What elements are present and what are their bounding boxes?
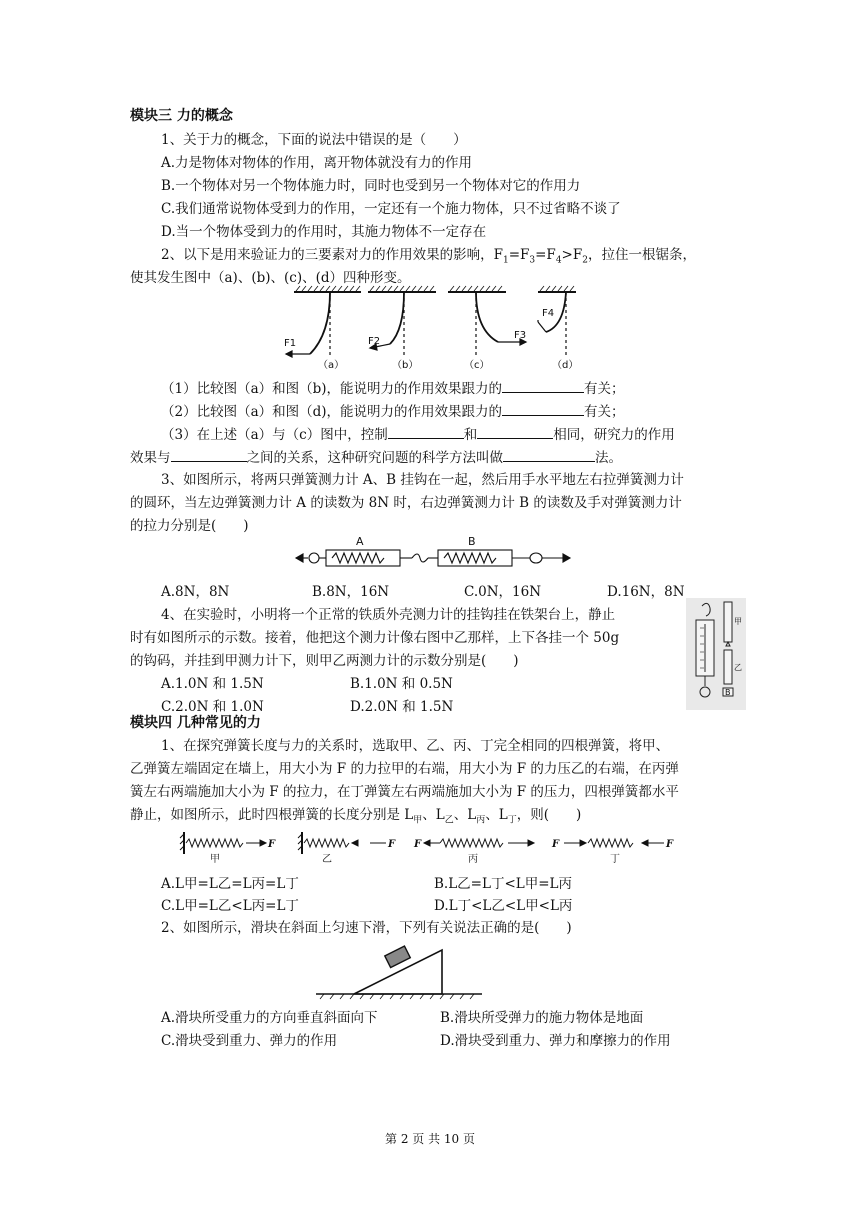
q2-stem: 2、以下是用来验证力的三要素对力的作用效果的影响，$F_1=F_3=F_4>F_2$，拉住一根锯条， bbox=[161, 247, 696, 266]
q2-part3: （3）在上述（a）与（c）图中，控制 和 相同，研究力的作用 bbox=[161, 424, 675, 445]
fig-label-yi: 乙 bbox=[734, 663, 742, 672]
module3-title: 模块三 力的概念 bbox=[130, 108, 233, 124]
q3-option-a: A.8N，8N bbox=[161, 584, 230, 600]
spring-scale-photo bbox=[686, 598, 746, 710]
m4q2-stem: 2、如图所示，滑块在斜面上匀速下滑，下列有关说法正确的是( ) bbox=[161, 920, 572, 936]
m4q1-option-a: A.L甲=L乙=L丙=L丁 bbox=[161, 876, 299, 892]
spring-bing-label: 丙 bbox=[468, 854, 478, 865]
q2-part1: （1）比较图（a）和图（b)，能说明力的作用效果跟力的 有关； bbox=[161, 378, 625, 399]
m4q1-option-b: B.L乙=L丁<L甲=L丙 bbox=[434, 876, 573, 892]
m4q1-option-c: C.L甲=L乙<L丙=L丁 bbox=[161, 898, 299, 914]
q4-line3: 的钩码，并挂到甲测力计下，则甲乙两测力计的示数分别是( ) bbox=[130, 653, 519, 669]
m4q1-line3: 簧左右两端施加大小为 F 的拉力，在丁弹簧左右两端施加大小为 F 的压力，四根弹簧都水平 bbox=[130, 784, 679, 800]
saw-blade-figure bbox=[276, 282, 596, 372]
q4-option-b: B.1.0N 和 0.5N bbox=[350, 676, 453, 692]
spring-jia-force: F bbox=[268, 839, 276, 850]
q3-option-c: C.0N，16N bbox=[464, 584, 542, 600]
m4q2-option-b: B.滑块所受弹力的施力物体是地面 bbox=[440, 1010, 644, 1026]
q1-option-b: B.一个物体对另一个物体施力时，同时也受到另一个物体对它的作用力 bbox=[161, 178, 581, 194]
q3-line3: 的拉力分别是( ) bbox=[130, 518, 249, 534]
four-springs-figure bbox=[178, 828, 688, 866]
q3-option-b: B.8N，16N bbox=[312, 584, 390, 600]
m4q1-line2: 乙弹簧左端固定在墙上，用大小为 F 的力拉甲的右端，用大小为 F 的力压乙的右端，在丙弹 bbox=[130, 761, 679, 777]
fig-label-b: B bbox=[725, 688, 731, 697]
label-c: （c） bbox=[464, 360, 490, 371]
label-f4: F4 bbox=[542, 308, 555, 319]
scale-a-label: A bbox=[356, 535, 364, 548]
page-footer: 第 2 页 共 10 页 bbox=[385, 1132, 475, 1146]
module4-title: 模块四 几种常见的力 bbox=[130, 715, 261, 731]
spring-ding-force-right: F bbox=[666, 839, 674, 850]
spring-yi-force: F bbox=[388, 839, 396, 850]
m4q2-option-a: A.滑块所受重力的方向垂直斜面向下 bbox=[161, 1010, 378, 1026]
q4-line1: 4、在实验时，小明将一个正常的铁质外壳测力计的挂钩挂在铁架台上，静止 bbox=[161, 607, 616, 623]
spring-bing-force-left: F bbox=[414, 839, 422, 850]
fig-label-jia: 甲 bbox=[734, 617, 742, 626]
m4q2-option-d: D.滑块受到重力、弹力和摩擦力的作用 bbox=[440, 1033, 671, 1049]
q4-option-d: D.2.0N 和 1.5N bbox=[350, 699, 454, 715]
q2-part2: （2）比较图（a）和图（d)，能说明力的作用效果跟力的 有关； bbox=[161, 401, 625, 422]
q4-line2: 时有如图所示的示数。接着，他把这个测力计像右图中乙那样，上下各挂一个 50g bbox=[130, 630, 620, 646]
m4q1-line1: 1、在探究弹簧长度与力的关系时，选取甲、乙、丙、丁完全相同的四根弹簧，将甲、 bbox=[161, 738, 670, 754]
m4q1-line4: 静止，如图所示，此时四根弹簧的长度分别是 $L_甲$、$L_乙$、$L_丙$、$L_丁$，则( ) bbox=[130, 807, 582, 826]
q2-stem-line2: 使其发生图中（a)、(b)、(c)、(d）四种形变。 bbox=[130, 270, 411, 286]
label-d: （d） bbox=[552, 360, 579, 371]
incline-figure bbox=[314, 944, 486, 1000]
m4q1-option-d: D.L丁<L乙<L甲<L丙 bbox=[434, 898, 573, 914]
spring-jia-label: 甲 bbox=[210, 854, 220, 865]
spring-ding-label: 丁 bbox=[610, 854, 620, 865]
scale-b-label: B bbox=[468, 535, 476, 548]
label-f3: F3 bbox=[514, 330, 527, 341]
label-f1: F1 bbox=[284, 338, 297, 349]
q3-line1: 3、如图所示，将两只弹簧测力计 A、B 挂钩在一起，然后用手水平地左右拉弹簧测力计 bbox=[161, 472, 684, 488]
q1-stem: 1、关于力的概念，下面的说法中错误的是（ ） bbox=[161, 132, 467, 148]
q3-option-d: D.16N，8N bbox=[607, 584, 685, 600]
q2-part3-cont: 效果与 之间的关系，这种研究问题的科学方法叫做 法。 bbox=[130, 447, 622, 468]
q4-option-c: C.2.0N 和 1.0N bbox=[161, 699, 264, 715]
m4q2-option-c: C.滑块受到重力、弹力的作用 bbox=[161, 1033, 338, 1049]
spring-scales-figure bbox=[290, 532, 580, 576]
q1-option-d: D.当一个物体受到力的作用时，其施力物体不一定存在 bbox=[161, 224, 487, 240]
spring-ding-force-left: F bbox=[552, 839, 560, 850]
q1-option-c: C.我们通常说物体受到力的作用，一定还有一个施力物体，只不过省略不谈了 bbox=[161, 201, 621, 217]
label-a: （a） bbox=[318, 360, 345, 371]
label-b: （b） bbox=[392, 360, 419, 371]
label-f2: F2 bbox=[368, 336, 381, 347]
q3-line2: 的圆环，当左边弹簧测力计 A 的读数为 8N 时，右边弹簧测力计 B 的读数及手对弹簧测力计 bbox=[130, 495, 682, 511]
q4-option-a: A.1.0N 和 1.5N bbox=[161, 676, 264, 692]
spring-yi-label: 乙 bbox=[322, 854, 332, 865]
q1-option-a: A.力是物体对物体的作用，离开物体就没有力的作用 bbox=[161, 155, 473, 171]
